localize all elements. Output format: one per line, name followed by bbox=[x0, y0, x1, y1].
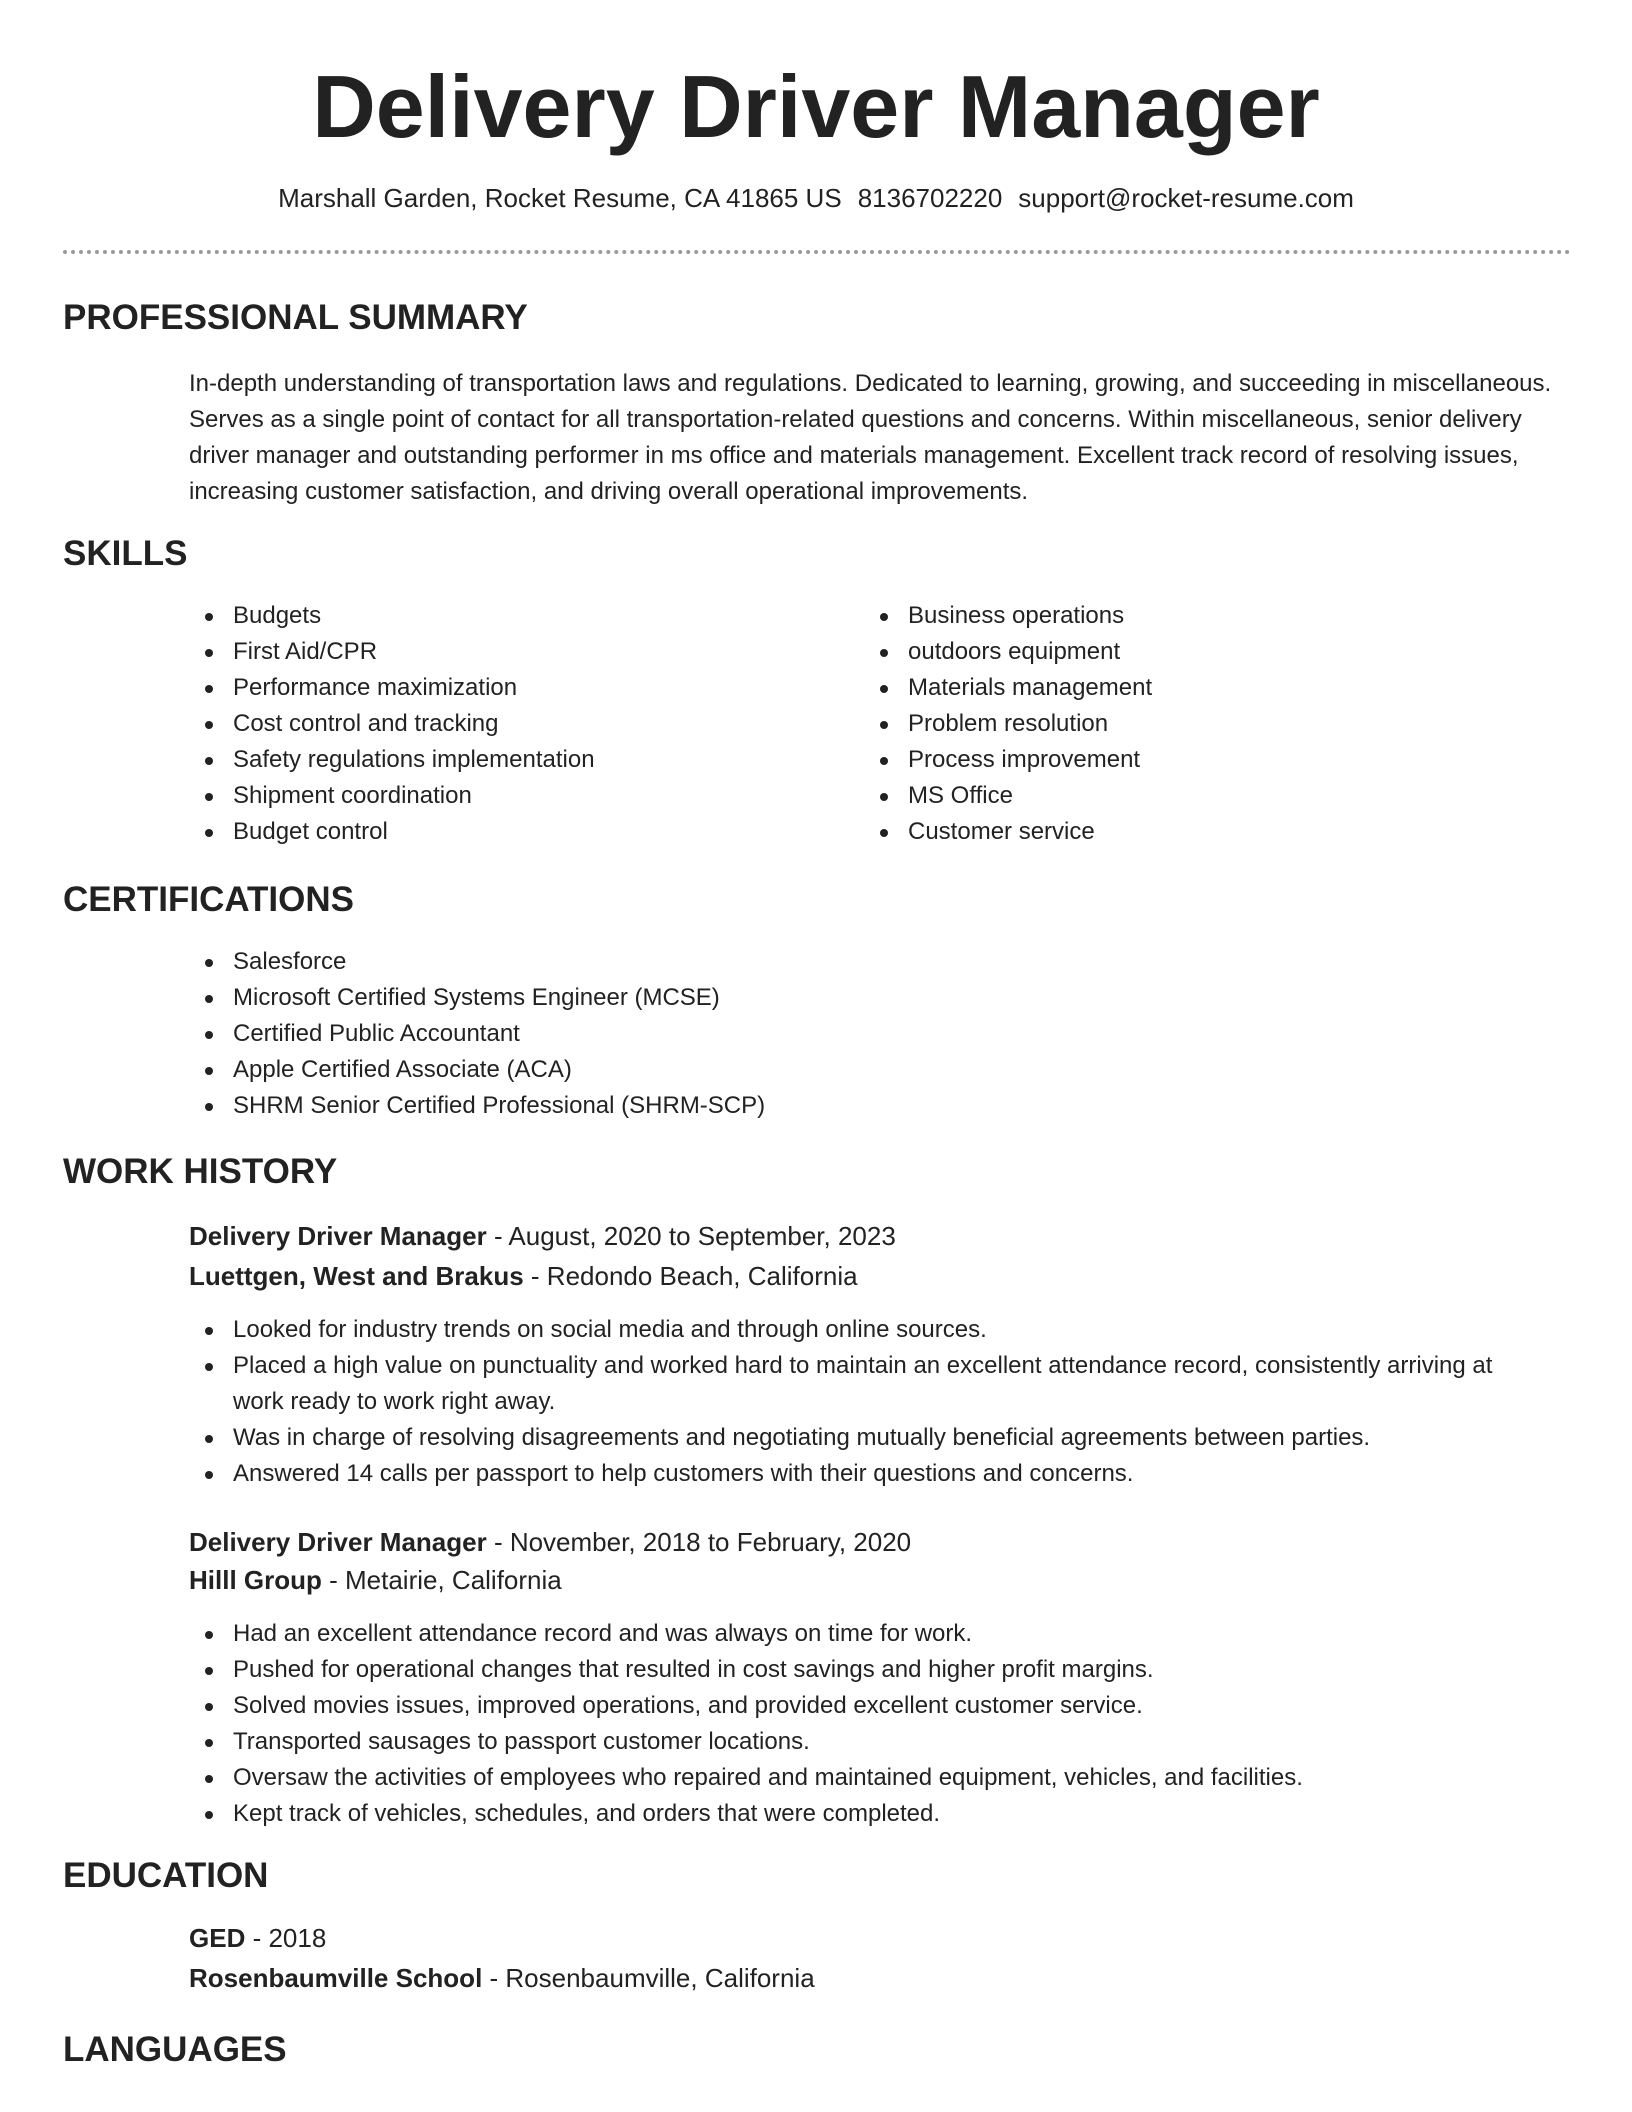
job-location: - Redondo Beach, California bbox=[523, 1261, 858, 1291]
job-company-line bbox=[189, 1562, 562, 1598]
list-item: Answered 14 calls per passport to help customers with their questions and concerns. bbox=[189, 1456, 1549, 1492]
list-item: Materials management bbox=[864, 670, 1464, 706]
list-item: outdoors equipment bbox=[864, 634, 1464, 670]
languages-heading: LANGUAGES bbox=[63, 2030, 287, 2069]
certifications-heading: CERTIFICATIONS bbox=[63, 880, 355, 919]
contact-email: support@rocket-resume.com bbox=[1018, 183, 1354, 213]
job-title: Delivery Driver Manager bbox=[189, 1527, 487, 1557]
contact-phone: 8136702220 bbox=[857, 183, 1003, 213]
education-degree: GED bbox=[189, 1923, 246, 1953]
list-item: SHRM Senior Certified Professional (SHRM-SCP) bbox=[189, 1088, 1569, 1124]
job-location: - Metairie, California bbox=[321, 1565, 562, 1595]
candidate-name: Delivery Driver Manager bbox=[312, 57, 1320, 156]
skills-list-right bbox=[864, 598, 1464, 850]
skills-heading: SKILLS bbox=[63, 534, 188, 573]
list-item: Problem resolution bbox=[864, 706, 1464, 742]
list-item: Kept track of vehicles, schedules, and orders that were completed. bbox=[189, 1796, 1549, 1832]
list-item: Process improvement bbox=[864, 742, 1464, 778]
education-heading: EDUCATION bbox=[63, 1856, 269, 1895]
list-item: Budget control bbox=[189, 814, 789, 850]
job-title: Delivery Driver Manager bbox=[189, 1221, 487, 1251]
job-company: Luettgen, West and Brakus bbox=[189, 1261, 524, 1291]
work-history-heading: WORK HISTORY bbox=[63, 1152, 338, 1191]
summary-text: In-depth understanding of transportation laws and regulations. Dedicated to learning, growing, and succeeding in miscellaneous. Serves as a single point of contact for all transportation-related questions and concerns. Within miscellaneous, senior delivery driver manager and outstanding performer in ms office and materials management. Excellent track record of resolving issues, increasing customer satisfaction, and driving overall operational improvements. bbox=[189, 370, 1552, 505]
list-item: Business operations bbox=[864, 598, 1464, 634]
contact-line bbox=[0, 180, 1632, 216]
list-item: Microsoft Certified Systems Engineer (MCSE) bbox=[189, 980, 1569, 1016]
list-item: Budgets bbox=[189, 598, 789, 634]
list-item: Apple Certified Associate (ACA) bbox=[189, 1052, 1569, 1088]
list-item: First Aid/CPR bbox=[189, 634, 789, 670]
list-item: Cost control and tracking bbox=[189, 706, 789, 742]
list-item: Pushed for operational changes that resulted in cost savings and higher profit margins. bbox=[189, 1652, 1549, 1688]
list-item: Safety regulations implementation bbox=[189, 742, 789, 778]
list-item: Oversaw the activities of employees who repaired and maintained equipment, vehicles, and facilities. bbox=[189, 1760, 1549, 1796]
list-item: Salesforce bbox=[189, 944, 1569, 980]
list-item: Performance maximization bbox=[189, 670, 789, 706]
header-divider bbox=[63, 250, 1571, 254]
contact-address: Marshall Garden, Rocket Resume, CA 41865 US bbox=[278, 183, 842, 213]
list-item: Placed a high value on punctuality and worked hard to maintain an excellent attendance record, consistently arriving at work ready to work right away. bbox=[189, 1348, 1549, 1420]
list-item: MS Office bbox=[864, 778, 1464, 814]
list-item: Shipment coordination bbox=[189, 778, 789, 814]
skills-list-left bbox=[189, 598, 789, 850]
list-item: Customer service bbox=[864, 814, 1464, 850]
job-bullets bbox=[189, 1312, 1549, 1492]
job-title-line bbox=[189, 1218, 896, 1254]
summary-heading: PROFESSIONAL SUMMARY bbox=[63, 298, 528, 337]
job-company-line bbox=[189, 1258, 858, 1294]
education-school: Rosenbaumville School bbox=[189, 1963, 483, 1993]
education-location: - Rosenbaumville, California bbox=[482, 1963, 815, 1993]
list-item: Transported sausages to passport customer locations. bbox=[189, 1724, 1549, 1760]
job-bullets bbox=[189, 1616, 1549, 1832]
list-item: Certified Public Accountant bbox=[189, 1016, 1569, 1052]
list-item: Solved movies issues, improved operations, and provided excellent customer service. bbox=[189, 1688, 1549, 1724]
education-year: - 2018 bbox=[245, 1923, 327, 1953]
education-degree-line bbox=[189, 1920, 326, 1956]
job-title-line bbox=[189, 1524, 911, 1560]
job-dates: - November, 2018 to February, 2020 bbox=[486, 1527, 912, 1557]
education-school-line bbox=[189, 1960, 815, 1996]
job-company: Hilll Group bbox=[189, 1565, 322, 1595]
certifications-list bbox=[189, 944, 1569, 1124]
list-item: Had an excellent attendance record and was always on time for work. bbox=[189, 1616, 1549, 1652]
list-item: Looked for industry trends on social media and through online sources. bbox=[189, 1312, 1549, 1348]
job-dates: - August, 2020 to September, 2023 bbox=[486, 1221, 896, 1251]
list-item: Was in charge of resolving disagreements and negotiating mutually beneficial agreements between parties. bbox=[189, 1420, 1549, 1456]
